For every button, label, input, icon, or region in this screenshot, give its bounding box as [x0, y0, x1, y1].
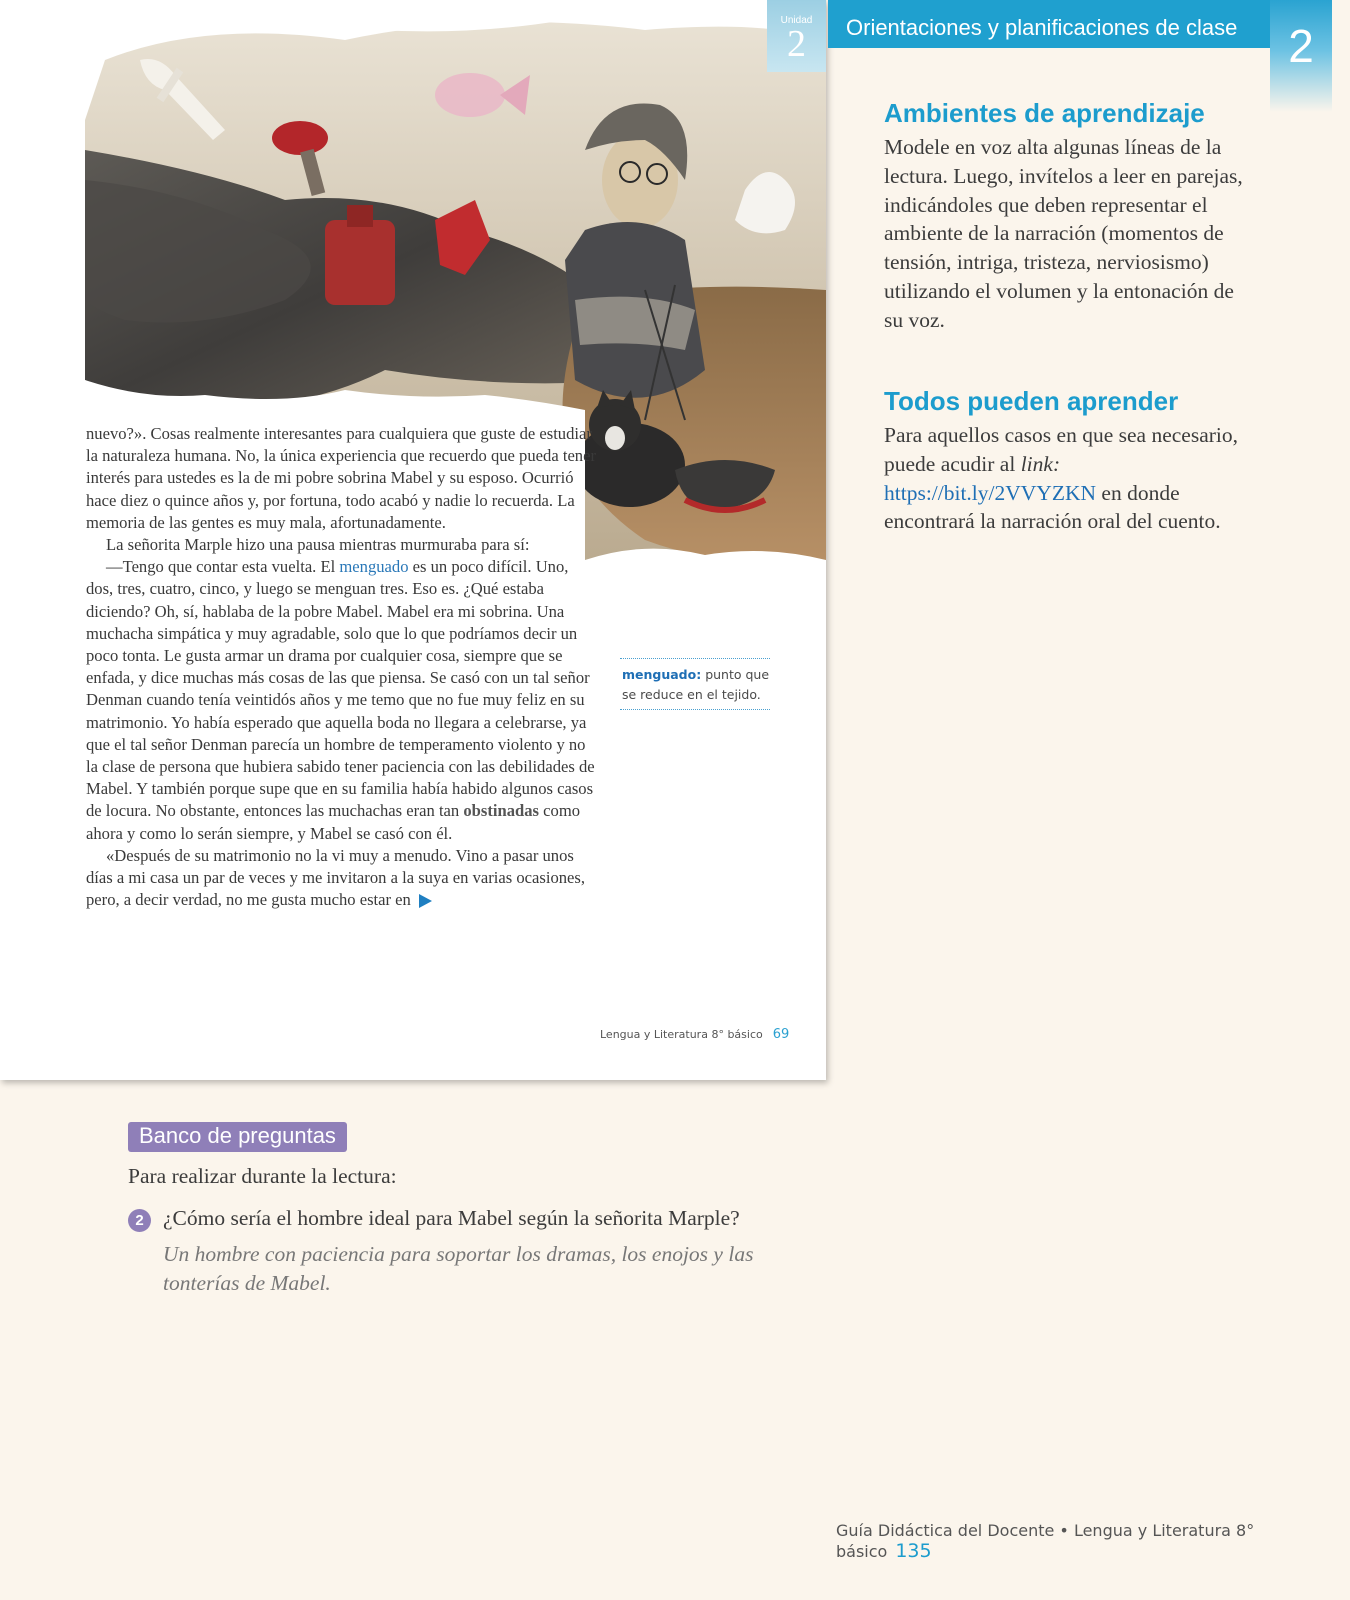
section-body-ambientes: Modele en voz alta algunas líneas de la lectura. Luego, invítelos a leer en parejas, indicándoles que deben representar el ambiente de la narración (momentos de tensión, intriga, tristeza, nerviosismo) utilizando el volumen y la entonación de su voz.	[884, 135, 1243, 332]
story-paragraph-3-middle: es un poco difícil. Uno, dos, tres, cuatro, cinco, y luego se menguan tres. Eso es. ¿Qué estaba diciendo? Oh, sí, hablaba de la pobre Mabel. Mabel era mi sobrina. Una muchacha simpática y muy agradable, solo que lo que podríamos decir un poco tonta. Le gusta armar un drama por cualquier cosa, siempre que se enfada, y dice muchas más cosas de las que piensa. Se casó con un tal señor Denman cuando tenía veintidós años y me temo que no fue muy feliz en su matrimonio. Yo había esperado que aquella boda no llegara a celebrarse, ya que el tal señor Denman parecía un hombre de temperamento violento y no la clase de persona que hubiera sabido tener paciencia con las debilidades de Mabel. Y también porque supe que en su familia había habido algunos casos de locura. No obstante, entonces las muchachas eran tan	[86, 557, 595, 821]
glossary-word-link[interactable]: menguado	[339, 557, 409, 577]
continue-arrow-icon[interactable]	[419, 894, 432, 908]
book-footer-title: Lengua y Literatura 8° básico	[600, 1028, 763, 1041]
story-paragraph-3	[86, 556, 596, 845]
narration-link[interactable]: https://bit.ly/2VVYZKN	[884, 480, 1097, 505]
guide-unit-number-tab	[1270, 0, 1332, 112]
story-paragraph-3-start: —Tengo que contar esta vuelta. El	[106, 557, 340, 577]
section-body-todos	[884, 421, 1254, 536]
section-body-todos-end: en donde encontrará la narración oral del cuento.	[884, 480, 1221, 534]
story-paragraph-2: La señorita Marple hizo una pausa mientras murmuraba para sí:	[106, 535, 530, 555]
question-bank-intro: Para realizar durante la lectura:	[128, 1164, 397, 1188]
guide-unit-number: 2	[1288, 20, 1314, 72]
question-text: ¿Cómo sería el hombre ideal para Mabel según la señorita Marple?	[163, 1206, 740, 1230]
section-title-todos: Todos pueden aprender	[884, 386, 1179, 416]
unit-tab-label: Unidad	[780, 15, 813, 26]
story-text	[86, 423, 596, 911]
story-paragraph-4-text: «Después de su matrimonio no la vi muy a menudo. Vino a pasar unos días a mi casa un par de veces y me invitaron a la suya en varias ocasiones, pero, a decir verdad, no me gusta mucho estar en	[86, 845, 586, 910]
glossary-definition: punto que se reduce en el tejido.	[622, 667, 770, 702]
section-title-ambientes: Ambientes de aprendizaje	[884, 98, 1205, 128]
story-paragraph-4	[86, 845, 596, 912]
book-page-number: 69	[772, 1027, 790, 1042]
section-todos-pueden-aprender	[884, 386, 1254, 536]
guide-footer-title: Guía Didáctica del Docente • Lengua y Literatura 8° básico	[836, 1521, 1255, 1561]
question-number-badge: 2	[128, 1209, 151, 1232]
book-footer	[600, 1027, 789, 1042]
unit-tab	[767, 0, 826, 72]
story-paragraph-1: nuevo?». Cosas realmente interesantes para cualquiera que guste de estudiar la naturaleza humana. No, la única experiencia que recuerdo que pueda tener interés para ustedes es la de mi pobre sobrina Mabel y su esposo. Ocurrió hace diez o quince años y, por fortuna, todo acabó y nadie lo recuerda. La memoria de las gentes es muy mala, afortunadamente.	[86, 424, 596, 532]
guide-header-bar	[828, 0, 1270, 48]
link-label: link:	[1020, 451, 1061, 476]
guide-page-number: 135	[895, 1540, 932, 1562]
section-ambientes-de-aprendizaje	[884, 98, 1254, 335]
unit-tab-number: 2	[787, 23, 806, 65]
question-bank-label: Banco de preguntas	[128, 1122, 347, 1152]
guide-header-title: Orientaciones y planificaciones de clase	[846, 15, 1238, 40]
student-book-page	[0, 0, 826, 1080]
glossary-box	[620, 658, 770, 710]
section-body-todos-start: Para aquellos casos en que sea necesario, puede acudir al	[884, 423, 1239, 476]
question-answer: Un hombre con paciencia para soportar los dramas, los enojos y las tonterías de Mabel.	[163, 1242, 754, 1295]
glossary-term: menguado:	[622, 667, 702, 682]
story-paragraph-3-end: como ahora y como lo serán siempre, y Mabel se casó con él.	[86, 801, 581, 843]
guide-footer	[836, 1521, 1350, 1562]
vocabulary-word: obstinadas	[463, 801, 540, 821]
